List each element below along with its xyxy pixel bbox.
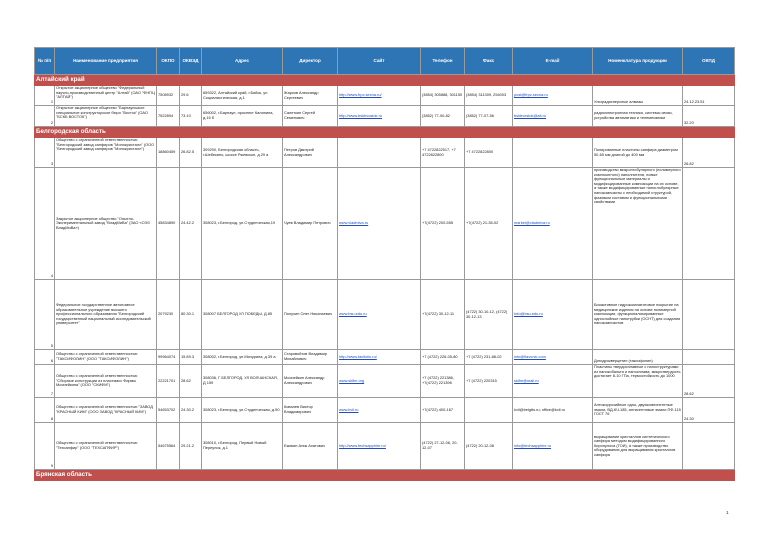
director: Салеткин Сергей Семенович <box>283 106 338 127</box>
phone: +7(4722) 400-167 <box>421 398 465 423</box>
enterprise-table <box>34 47 735 481</box>
products: Ультрадисперсные алмазы <box>593 86 683 106</box>
okpd-code <box>683 423 735 470</box>
fax: +7 (4722) 220315 <box>465 365 513 398</box>
header-address: Адрес <box>202 48 283 75</box>
enterprise-name: Общество с ограниченной ответственностью "Белгородский завод сапфиров "Монокристалл" (ООО "Белгородский завод сапфиров "Монокристалл") <box>55 138 157 168</box>
table-row <box>35 398 735 423</box>
email-link[interactable]: market@vladmiva.ru <box>513 168 593 280</box>
okved-code: 73.10 <box>180 106 202 127</box>
enterprise-name: Общество с ограниченной ответственностью "ЗАВОД "КРАСНЫЙ КИМ" (ООО ЗАВОД "КРАСНЫЙ КИМ") <box>55 398 157 423</box>
products: Биоактивное гидроксиапатитовое покрытие на медицинские изделия на основе полимерной композиции, функционализированные однослойные нанотрубки (ОСНТ) для создания нанокомпозитов <box>593 280 683 350</box>
enterprise-name: Закрытое акционерное общество "Опытно-Экспериментальный завод "ВладМиВа" (ЗАО «ОЭЗ ВладМиВа») <box>55 168 157 280</box>
director: Петров Дмитрий Александрович <box>283 138 338 168</box>
region-label: Алтайский край <box>35 75 735 86</box>
address: 308023, г.Белгород, ул.Студенческая, д.50 <box>202 398 283 423</box>
products: Дигидрокверцетин (таксифолин) <box>593 350 683 365</box>
site-link[interactable]: www.bsu.edu.ru <box>338 280 421 350</box>
email-link[interactable]: info@flavonic.com <box>513 350 593 365</box>
spreadsheet-page <box>34 47 734 481</box>
table-row <box>35 168 735 280</box>
okved-code: 29.21.2 <box>180 423 202 470</box>
phone: (3852) 77-00-82 <box>421 106 465 127</box>
table-row <box>35 350 735 365</box>
director: Ежикин Алик Ахатович <box>283 423 338 470</box>
header-site: Сайт <box>338 48 421 75</box>
table-row <box>35 138 735 168</box>
row-number: 1 <box>35 86 55 106</box>
email-link[interactable]: bskbvostok@alt.ru <box>513 106 593 127</box>
region-label: Брянская область <box>35 470 735 481</box>
director: Чуев Владимир Петрович <box>283 168 338 280</box>
region-row-belgorod <box>35 127 735 138</box>
fax: +7 (4722) 231-88-02 <box>465 350 513 365</box>
header-okpd: ОКПД <box>683 48 735 75</box>
enterprise-name: Открытое акционерное общество "Барнаульское специальное конструкторское бюро "Восток" (ОАО "БСКБ ВОСТОК") <box>55 106 157 127</box>
table-row <box>35 86 735 106</box>
header-row <box>35 48 735 75</box>
enterprise-name: Общество с ограниченной ответственностью "ТАКСИФОЛИН" (ООО "ТАКСИФОЛИН") <box>55 350 157 365</box>
fax <box>465 398 513 423</box>
site-link[interactable]: http://www.techsapphire.ru/ <box>338 423 421 470</box>
phone: (4722) 27-12-06, 20-12-07 <box>421 423 465 470</box>
phone: (3854) 305888, 301150 <box>421 86 465 106</box>
site-link[interactable]: http://www.taxifolin.ru/ <box>338 350 421 365</box>
header-products: Номенклатура продукции <box>593 48 683 75</box>
director: Жарков Александр Сергеевич <box>283 86 338 106</box>
site-link[interactable]: www.skifm.org <box>338 365 421 398</box>
fax: (3852) 77-07-56 <box>465 106 513 127</box>
email-text: kvil@belgtts.ru; office@kvil.ru <box>513 398 593 423</box>
email-link[interactable]: post@frpc.secna.ru <box>513 86 593 106</box>
header-okpo: ОКПО <box>157 48 180 75</box>
site-link[interactable]: www.vladmiva.ru <box>338 168 421 280</box>
header-okved: ОКВЭД <box>180 48 202 75</box>
okpd-code <box>683 168 735 280</box>
region-label: Белгородская область <box>35 127 735 138</box>
header-fax: Факс <box>465 48 513 75</box>
okpo-code: 18860459 <box>157 138 180 168</box>
okpo-code: 7508932 <box>157 86 180 106</box>
okpo-code: 22221701 <box>157 365 180 398</box>
row-number: 5 <box>35 280 55 350</box>
fax: +7 4722822800 <box>465 138 513 168</box>
fax: (4722) 30-10-12, (4722) 30-12-13 <box>465 280 513 350</box>
header-num: № п/п <box>35 48 55 75</box>
okved-code: 15.89.3 <box>180 350 202 365</box>
okpd-code: 24.30 <box>683 398 735 423</box>
products: Антикоррозийные одно- двухкомпонентные эмали, ВД-КЧ-185, антисептовые эмали ПФ-115 ГОСТ 76 <box>593 398 683 423</box>
address: 656002, г.Барнаул, проспект Калинина, д.15 б <box>202 106 283 127</box>
site-link[interactable] <box>338 138 421 168</box>
products: радиоэлектронная техника, системы связи, устройства автоматики и телемеханики <box>593 106 683 127</box>
email-link[interactable]: Info@bsu.edu.ru <box>513 280 593 350</box>
enterprise-name: Открытое акционерное общество "Федеральный научно-производственный центр "Алтай" (ОАО "ФНПЦ "АЛТАЙ") <box>55 86 157 106</box>
header-name: Наименование предприятия <box>55 48 157 75</box>
products: Пластины твердосплавные с наноструктурами из нанокобальта и наносплава, микротвердость достигает 8-10 ГПа, термостойкость до 1000 <box>593 365 683 398</box>
okpo-code: 99964074 <box>157 350 180 365</box>
table-row <box>35 106 735 127</box>
address: 309290, Белгородская область, г.Шебекино, шоссе Ржевское, д.29 а <box>202 138 283 168</box>
email-link[interactable] <box>513 138 593 168</box>
header-email: E-mail <box>513 48 593 75</box>
fax: (3854) 311309, 254003 <box>465 86 513 106</box>
address: 308036, Г БЕЛГОРОД, УЛ ВОЛЧАНСКАЯ, Д 159 <box>202 365 283 398</box>
okpo-code: 2079230 <box>157 280 180 350</box>
address: 659322, Алтайский край, г.Бийск, ул Социалистическая, д.1 <box>202 86 283 106</box>
table-row <box>35 280 735 350</box>
okpd-code: 32.20 <box>683 106 735 127</box>
row-number: 6 <box>35 350 55 365</box>
okpd-code: 26.82 <box>683 138 735 168</box>
row-number: 7 <box>35 365 55 398</box>
phone: +7(4722) 30-12-11 <box>421 280 465 350</box>
director: Полухин Олег Николаевич <box>283 280 338 350</box>
row-number: 2 <box>35 106 55 127</box>
page-number: 1 <box>726 511 729 516</box>
region-row-bryansk <box>35 470 735 481</box>
director: Ковалев Виктор Владимирович <box>283 398 338 423</box>
okved-code: 24.42.2 <box>180 168 202 280</box>
row-number: 4 <box>35 168 55 280</box>
okved-code: 24.30.2 <box>180 398 202 423</box>
okpo-code: 45834890 <box>157 168 180 280</box>
row-number: 8 <box>35 398 55 423</box>
phone: +7(4722) 200-555 <box>421 168 465 280</box>
okpd-code: 28.62 <box>683 365 735 398</box>
phone: +7 4722822517, +7 4722822800 <box>421 138 465 168</box>
fax: (4722) 20-12-08 <box>465 423 513 470</box>
site-link[interactable]: http://www.bskbvostok.ru <box>338 106 421 127</box>
enterprise-name: Общество с ограниченной ответственностью "Сборные конструкции из пластмасс Фирмы Мосиейкина" (ООО "СКИФМ") <box>55 365 157 398</box>
fax: +7(4722) 21-35-02 <box>465 168 513 280</box>
header-director: Директор <box>283 48 338 75</box>
okved-code: 29.6 <box>180 86 202 106</box>
products: производство микроглобулярного (полимерного композитного) наполнителя, новые функциональные материалы и модифицированные композиции на их основе, а также модифицированные наноглобулярные нанокомпозиты с необходимой структурой, фазовым составом и функциональными свойствами <box>593 168 683 280</box>
header-phone: Телефон <box>421 48 465 75</box>
enterprise-name: Общество с ограниченной ответственностью "Техсапфир" (ООО "ТЕХСАПФИР") <box>55 423 157 470</box>
okpo-code: 54653702 <box>157 398 180 423</box>
region-row-altai <box>35 75 735 86</box>
phone: +7 (4722) 221386, +7(4722) 221396 <box>421 365 465 398</box>
director: Старовойтов Владимир Михайлович <box>283 350 338 365</box>
address: 308002, г.Белгород, ул.Мичурина, д.39 а <box>202 350 283 365</box>
site-link[interactable]: www.kvil.ru <box>338 398 421 423</box>
okved-code: 80.30.1 <box>180 280 202 350</box>
email-link[interactable]: skifm@mail.ru <box>513 365 593 398</box>
row-number: 9 <box>35 423 55 470</box>
okpd-code <box>683 280 735 350</box>
table-row <box>35 423 735 470</box>
products: выращивание кристаллов синтетического сапфира методом модифицированного Киропулоса (ГОИ), а также производство оборудования для выращивания кристаллов сапфира <box>593 423 683 470</box>
email-link[interactable]: info@techsapphire.ru <box>513 423 593 470</box>
products: Полированные пластины сапфира диаметром 50-65 мм длиной до 400 мм <box>593 138 683 168</box>
row-number: 3 <box>35 138 55 168</box>
address: 308023, г.Белгород, ул.Студенческая,19 <box>202 168 283 280</box>
okved-code: 28.62 <box>180 365 202 398</box>
okved-code: 26.82.5 <box>180 138 202 168</box>
okpd-code: 24.12.23.51 <box>683 86 735 106</box>
site-link[interactable]: http://www.frpc.secna.ru/ <box>338 86 421 106</box>
address: 308007 БЕЛГОРОД УЛ ПОБЕДЫ, Д.85 <box>202 280 283 350</box>
address: 308010, г.Белгород, Первый Новый Переулок, д.1 <box>202 423 283 470</box>
okpd-code <box>683 350 735 365</box>
phone: +7 (4722) 226-05-80 <box>421 350 465 365</box>
enterprise-name: Федеральное государственное автономное образовательное учреждение высшего профессионального образования "Белгородский государственный национальный исследовательский университет" <box>55 280 157 350</box>
director: Мосиейкин Александр Александрович <box>283 365 338 398</box>
okpo-code: 54675564 <box>157 423 180 470</box>
table-row <box>35 365 735 398</box>
okpo-code: 7522894 <box>157 106 180 127</box>
